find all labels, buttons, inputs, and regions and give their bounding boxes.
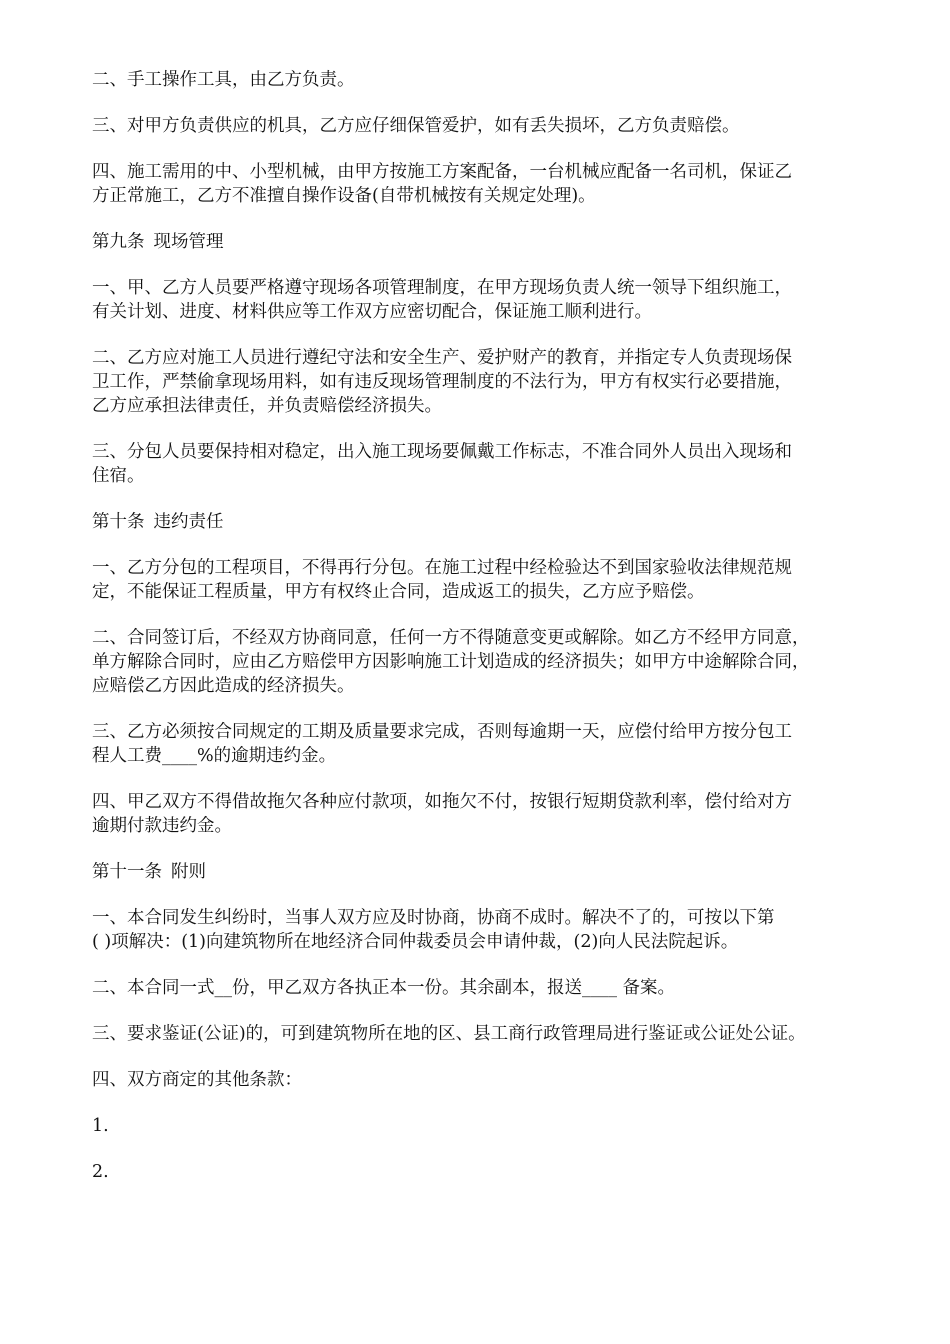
paragraph-line: 卫工作，严禁偷拿现场用料，如有违反现场管理制度的不法行为，甲方有权实行必要措施， [92, 372, 792, 392]
paragraph-line: 方正常施工，乙方不准擅自操作设备(自带机械按有关规定处理)。 [92, 186, 596, 206]
paragraph-line: 应赔偿乙方因此造成的经济损失。 [92, 676, 355, 696]
paragraph-line: 程人工费____%的逾期违约金。 [92, 746, 337, 766]
clause-paragraph [92, 556, 882, 604]
section-title: 现场管理 [153, 232, 224, 252]
clause-paragraph [92, 626, 882, 698]
section-title: 附则 [171, 862, 206, 882]
clause-paragraph [92, 976, 882, 1000]
section-number: 第十条 [92, 512, 145, 532]
clause-paragraph [92, 276, 882, 324]
clause-paragraph [92, 1114, 882, 1138]
section-heading [92, 860, 882, 884]
paragraph-line: 四、施工需用的中、小型机械，由甲方按施工方案配备，一台机械应配备一名司机，保证乙 [92, 162, 792, 182]
paragraph-line: 四、双方商定的其他条款： [92, 1070, 302, 1090]
clause-paragraph [92, 440, 882, 488]
clause-paragraph [92, 1022, 882, 1046]
paragraph-line: 三、对甲方负责供应的机具，乙方应仔细保管爱护，如有丢失损坏，乙方负责赔偿。 [92, 116, 740, 136]
paragraph-line: 一、乙方分包的工程项目，不得再行分包。在施工过程中经检验达不到国家验收法律规范规 [92, 558, 792, 578]
clause-paragraph [92, 906, 882, 954]
clause-paragraph [92, 720, 882, 768]
paragraph-line: 2. [92, 1162, 109, 1182]
section-number: 第十一条 [92, 862, 162, 882]
paragraph-line: 二、合同签订后，不经双方协商同意，任何一方不得随意变更或解除。如乙方不经甲方同意， [92, 628, 810, 648]
section-heading [92, 510, 882, 534]
paragraph-line: 三、分包人员要保持相对稳定，出入施工现场要佩戴工作标志，不准合同外人员出入现场和 [92, 442, 792, 462]
section-title: 违约责任 [153, 512, 224, 532]
paragraph-line: 一、甲、乙方人员要严格遵守现场各项管理制度，在甲方现场负责人统一领导下组织施工， [92, 278, 792, 298]
clause-paragraph [92, 1160, 882, 1184]
paragraph-line: 逾期付款违约金。 [92, 816, 232, 836]
paragraph-line: 三、乙方必须按合同规定的工期及质量要求完成，否则每逾期一天，应偿付给甲方按分包工 [92, 722, 792, 742]
paragraph-line: 单方解除合同时，应由乙方赔偿甲方因影响施工计划造成的经济损失；如甲方中途解除合同， [92, 652, 810, 672]
clause-paragraph [92, 114, 882, 138]
clause-paragraph [92, 68, 882, 92]
paragraph-line: 有关计划、进度、材料供应等工作双方应密切配合，保证施工顺利进行。 [92, 302, 652, 322]
paragraph-line: 一、本合同发生纠纷时，当事人双方应及时协商，协商不成时。解决不了的，可按以下第 [92, 908, 775, 928]
contract-page [92, 68, 882, 1206]
paragraph-line: ( )项解决：(1)向建筑物所在地经济合同仲裁委员会申请仲裁，(2)向人民法院起诉。 [92, 932, 739, 952]
paragraph-line: 二、本合同一式__份，甲乙双方各执正本一份。其余副本，报送____ 备案。 [92, 978, 676, 998]
clause-paragraph [92, 790, 882, 838]
clause-paragraph [92, 160, 882, 208]
paragraph-line: 1. [92, 1116, 109, 1136]
paragraph-line: 二、手工操作工具，由乙方负责。 [92, 70, 355, 90]
paragraph-line: 四、甲乙双方不得借故拖欠各种应付款项，如拖欠不付，按银行短期贷款利率，偿付给对方 [92, 792, 792, 812]
clause-paragraph [92, 346, 882, 418]
paragraph-line: 乙方应承担法律责任，并负责赔偿经济损失。 [92, 396, 442, 416]
section-number: 第九条 [92, 232, 145, 252]
paragraph-line: 三、要求鉴证(公证)的，可到建筑物所在地的区、县工商行政管理局进行鉴证或公证处公证。 [92, 1024, 806, 1044]
paragraph-line: 二、乙方应对施工人员进行遵纪守法和安全生产、爱护财产的教育，并指定专人负责现场保 [92, 348, 792, 368]
section-heading [92, 230, 882, 254]
clause-paragraph [92, 1068, 882, 1092]
paragraph-line: 住宿。 [92, 466, 145, 486]
paragraph-line: 定，不能保证工程质量，甲方有权终止合同，造成返工的损失，乙方应予赔偿。 [92, 582, 705, 602]
